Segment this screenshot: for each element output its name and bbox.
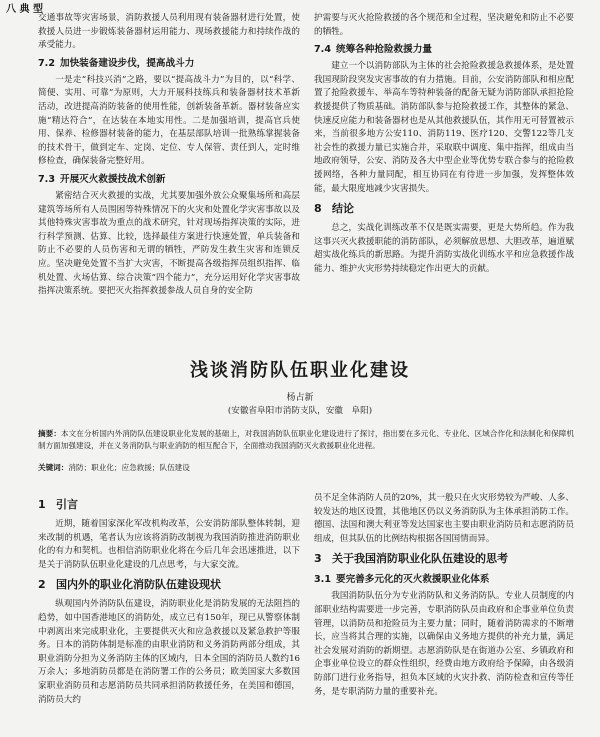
paragraph: 交通事故等灾害场景，消防救援人员利用现有装备器材进行处置，使救援人员进一步锻炼装备器材运用能力、现场救援能力和持续作战的承受能力。: [38, 13, 300, 51]
section-heading-8: [314, 200, 574, 218]
section-heading-3-1: [314, 572, 574, 587]
section-title: 引言: [56, 498, 78, 511]
section-number: 3: [314, 552, 322, 566]
lower-left-column: [38, 492, 300, 707]
keywords: [38, 462, 574, 474]
section-number: 1: [38, 498, 46, 511]
paragraph: 我国消防队伍分为专业消防队和义务消防队。专业人员制度的内部职业结构需要进一步完善，专职消防队员由政府和企事业单位负责管理，以消防员和抢险员为主要力量；同时，随着消防需求的不断增长，应当将其合理的实施，以确保由义务地方提供的补充力量，满足社会发展对消防的新期望。志愿消防队是在街道办公室、乡镇政府和企事业单位设立的群众性组织，经费由地方政府给予保障，由各级消防部门进行业务指导，担负本区域的火灾扑救、消防检查和宣传等任务，是专职消防力量的重要补充。: [314, 591, 574, 697]
paragraph: 护需要与灭火抢险救援的各个规范和全过程，坚决避免和防止不必要的牺牲。: [314, 13, 574, 37]
article-title: 浅谈消防队伍职业化建设: [190, 360, 410, 381]
paragraph: 纵观国内外消防队伍建设，消防职业化是消防发展的无法阻挡的趋势，如中国香港地区的消防处，成立已有150年，现已从警察体制中剥离出来完成职业化，主要提供灭火和应急救援以及紧急救护等服务。日本的消防体制是标准的由职业消防和义务消防两部分组成，其职业消防分担为义务消防主体的区域内，日本全国的消防员人数约16万余人；多地消防员都是在消防署工作的公务员；欧美国家大多数国家职业消防员和志愿消防员共同承担消防救援任务，在美国和德国，消防员大约: [38, 599, 300, 705]
section-number: 7.3: [38, 173, 55, 185]
section-title: 结论: [332, 202, 354, 216]
abstract: [38, 428, 574, 451]
section-title: 加快装备建设步伐，提高战斗力: [60, 57, 195, 69]
section-title: 开展灭火救援技战术创新: [60, 173, 166, 185]
upper-right-column: [314, 12, 574, 277]
section-number: 3.1: [314, 574, 331, 586]
section-title: 要完善多元化的灭火救援职业化体系: [336, 574, 490, 586]
section-number: 8: [314, 202, 322, 216]
paragraph: 紧密结合灭火救援的实战，尤其要加强外放公众聚集场所和高层建筑等场所有人员围困等特殊情况下的火灾和处置化学灾害事故以及其他特殊灾害事故为重点的战术研究，针对现场指挥决策的实际，进行科学预测、估算、比较，选择最佳方案进行快速处置，单兵装备和防止不必要的人员伤害和无谓的牺牲，严防发生救生灾害和连锁反应。坚决避免处置不当扩大灾害，不断提高各级指挥员组织指挥、临机处置、火场估算、综合决策“四个能力”，充分运用好化学灾害事故指挥决策系统。要把灭火指挥救援参战人员自身的安全防: [38, 190, 300, 297]
section-title: 国内外的职业化消防队伍建设现状: [56, 578, 221, 592]
section-title: 统筹各种抢险救援力量: [336, 44, 432, 56]
paragraph: 总之，实战化训练改革不仅是既实需要，更是大势所趋。作为我这事兴灭火救援职能的消防部队，必须解放思想、大胆改革，遍道赋超实战化练兵的新思路。为提升消防实战化训练水平和应急救援作战能力、维护火灾形势持续稳定作出更大的贡献。: [314, 223, 574, 274]
section-heading-7-3: [38, 172, 300, 187]
article-author: 杨占新: [286, 393, 314, 403]
lower-right-column: [314, 492, 574, 699]
section-heading-3: [314, 550, 574, 568]
section-number: 2: [38, 578, 46, 592]
paragraph: 近期，随着国家深化军改机构改革，公安消防部队整体转制，迎来改制的机遇，笔者认为应该将消防改制视为我国消防推进消防职业化的有力和契机。也相信消防职业化将在今后几年会迅速推进，以下是关于消防队伍职业化建设的几点思考，与大家交流。: [38, 519, 300, 570]
keywords-text: 消防；职业化；应急救援；队伍建设: [68, 463, 190, 472]
section-heading-1: [38, 496, 300, 514]
section-heading-2: [38, 576, 300, 594]
abstract-text: 本文在分析国内外消防队伍建设职业化发展的基础上，对我国消防队伍职业化建设进行了探讨，指出要在多元化、专业化、区域合作化和法制化和保障机制方面加强建设，并在义务消防队与职业消防的相互配合下，全面推动我国消防灭火救援职业化进程。: [38, 429, 575, 450]
section-number: 7.2: [38, 57, 55, 69]
paragraph: 建立一个以消防部队为主体的社会抢险救援急救援体系，是处置我国现阶段突发灾害事故的有力措施。目前，公安消防部队和相应配置了抢险救援车、举高车等特种装备的配备无疑为消防部队承担抢险救援提供了物质基础。消防部队参与抢险救援工作，其整体的紧急、快速反应能力和装备器材也是从其他救援队伍，其作用无可替置被示来，当前很多地方公安110、消防119、医疗120、交警122等几支社会性的救援力量已实施合并，采取联中调度、集中指挥，组成由当地政府领导，公安、消防及各大中型企业等优势专联合参与的抢险救援网络，各种力量同配，相互协同在有待进一步加强，发挥整体效能，最大限度地减少灾害损失。: [314, 61, 574, 194]
section-number: 7.4: [314, 44, 331, 56]
running-header: 八 典 型: [6, 4, 43, 15]
upper-left-column: [38, 12, 300, 299]
section-heading-7-2: [38, 56, 300, 71]
section-title: 关于我国消防职业化队伍建设的思考: [332, 552, 508, 566]
section-heading-7-4: [314, 42, 574, 57]
abstract-label: 摘要：: [38, 429, 61, 438]
article-affiliation: (安徽省阜阳市消防支队，安徽 阜阳): [227, 406, 373, 416]
paragraph: 一是走“科技兴消”之路，要以“提高战斗力”为目的，以“科学、简便、实用、可靠”为原则，大力开展科技练兵和装备器材技术革新活动，改进提高消防装备的使用性能，创新装备革新。器材装备应实施“精达符合”，在达装在本地实用性。二是加强培训，提高官兵使用、保养、检修器材装备的能力，在基层部队培训一批熟练掌握装备的技术骨干，做到定车、定岗、定位、专人保管、责任到人，定时维修检查，确保装备完整好用。: [38, 74, 300, 167]
paragraph: 员不足全体消防人员的20%，其一般只在火灾形势较为严峻、人多、较发达的地区设置，其他地区仍以义务消防队为主体承担消防工作。德国、法国和澳大利亚等发达国家也主要由职业消防员和志愿消防员组成，但其队伍的比例结构根据各国国情而异。: [314, 493, 574, 544]
keywords-label: 关键词：: [38, 463, 69, 472]
